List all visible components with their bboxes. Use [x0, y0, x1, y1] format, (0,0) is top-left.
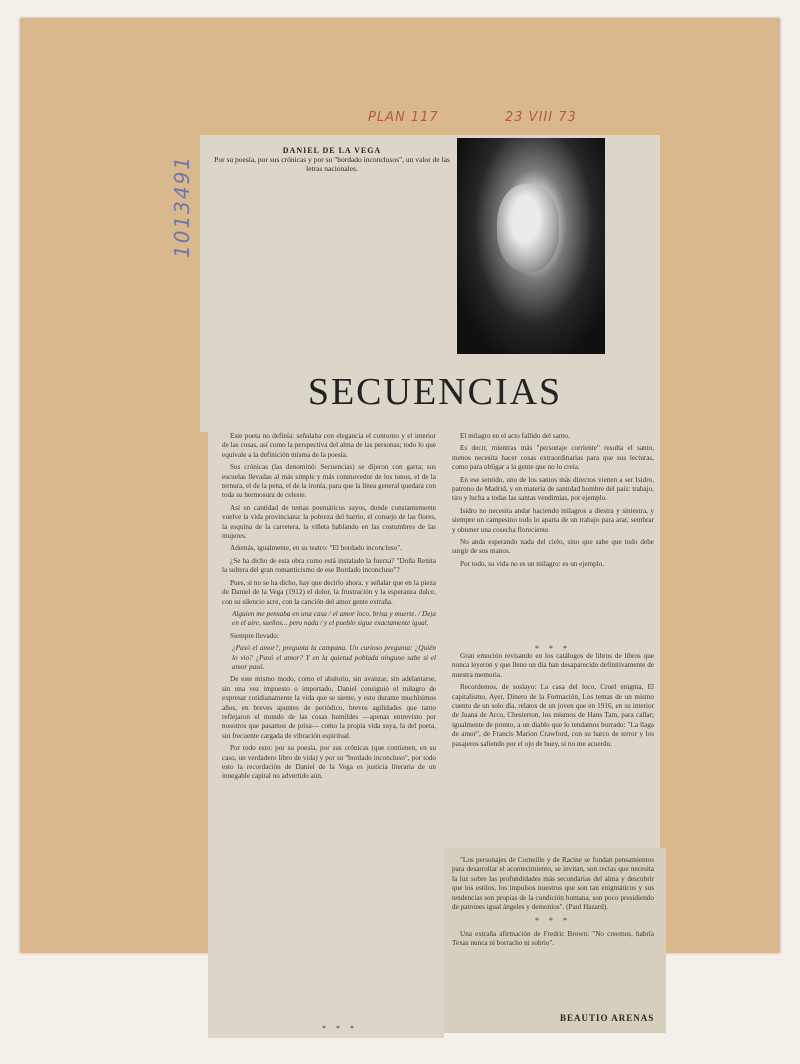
paragraph: "Los personajes de Corneille y de Racine se fundan pensamientos para desarrollar el acontecimiento, se invitan, son rectas que necesita la luz sobre las profundidades más secundarias del alma y descubrir que los estilos, los impulsos nuestros que son tan enigmáticos y sus tendencias son propias de la condición humana, son poco presidiendo de patrones igual ángeles y demonios". (Paul Hazard). [452, 856, 654, 912]
paragraph: Este poeta no definía: señalaba con elegancia el contorno y el interior de las cosas, así como la perspectiva del alma de las personas; todo lo que equivale a la definición misma de la poesía. [222, 432, 436, 459]
author-name: DANIEL DE LA VEGA [282, 146, 382, 155]
paragraph: No anda esperando nada del cielo, sino que sabe que todo debe surgir de sus manos. [452, 538, 654, 556]
paragraph: Es decir, mientras más "personaje corriente" resulta el santo, menos necesita hacer cosas extraordinarias para que sus lecturas, como para obligar a la gente que no lo creía. [452, 444, 654, 472]
left-column-text [222, 432, 436, 1028]
byline-caption: Por su poesía, por sus crónicas y por su "bordado inconclusos", un valor de las letras nacionales. [214, 155, 450, 173]
paragraph: Sus crónicas (las denominó: Secuencias) se dijeron con garra; sus escuelas llevadas al más simple y más conmovedor de los tonos, el de la ternura, el de la pena, el de la ironía, para que la línea general quedara con toda su hermosura de celeste. [222, 463, 436, 500]
paragraph: En ese sentido, uno de los santos más directos vienen a ser Isidro, patrono de Madrid, y en materia de santidad hombre del país: trabajo, tiro y lucha a todas las santas vendimias, por ejemplo. [452, 475, 654, 503]
paragraph: Por todo esto: por su poesía, por sus crónicas (que contienen, en su caso, un verdadero libro de vida) y por su "bordado inconcluso", por todo esto la recordación de Daniel de la Vega es justicia literaria de un innegable capital no advertido aún. [222, 744, 436, 781]
paragraph: De este mismo modo, como el abalorio, sin avanzar, sin adelantarse, sin una vez impuesto o importado, Daniel consiguió el milagro de expresar cotidianamente la vida que se siente, y esto durante muchísimos años, en breves apuntes de periódico, breves agilidades que tanto reflejaron el mundo de las cosas humildes —apenas entrevisto por nosotros que pasamos de prisa— como la propia vida suya, la del poeta, sin frecuente cargada de vibración espiritual. [222, 675, 436, 740]
portrait-face [497, 184, 559, 272]
handwritten-date: 23 VIII 73 [505, 110, 577, 125]
paragraph: El milagro en el acto fallido del santo. [460, 432, 570, 440]
archive-number: 1013491 [170, 154, 194, 258]
paragraph: Así en cantidad de temas poemáticos suyos, donde constantemente vuelve la vida provinciana: la pobreza del barrio, el consejo de las flores, la esquina de la carretera, la viñeta hablando en las costumbres de las mujeres. [222, 503, 436, 541]
right-column-mid-text [452, 652, 654, 840]
paragraph: Recordemos, de soslayo: La casa del loco, Cruel enigma, El capitalismo, Ayer, Dinero de la Formación, Los temas de un mismo cuento de un solo día, relatos de un joven que en 1916, en su interior de Juana de Arco, Chesterton, los mismos de Hans Tam, para callar; igualmente de pronto, a un diablo que lo tendamos borrado: "La llaga de amor", de Francis Marion Crawford, con su barco de terror y los pasajeros saliendo por el ojo de buey, si no me acuerdo. [452, 683, 654, 748]
paragraph: Además, igualmente, en su teatro: "El bordado inconcluso". [230, 544, 402, 553]
portrait-photo [457, 138, 605, 354]
handwritten-reference: PLAN 117 [368, 110, 439, 125]
right-column-top-text [452, 432, 654, 642]
right-column-bottom-text [452, 856, 654, 1016]
stars-separator: * * * [322, 1024, 358, 1033]
author-signature: BEAUTIO ARENAS [560, 1013, 655, 1023]
paragraph: Pues, si no se ha dicho, hay que decirlo ahora, y señalar que en la pieza de Daniel de la Vega (1912) el dolor, la frustración y la esperanza dulce, con su silencio acre, con la canción del amor gente extraña. [222, 578, 436, 606]
paragraph: Por todo, su vida no es un milagro: es un ejemplo. [460, 559, 605, 568]
left-end-separator [300, 1020, 380, 1037]
verse: ¿Pasó el amor?, pregunta la campana. Un curioso pregunta: ¿Quién lo vio? ¿Pasó el amor? Y en la quietud poblada ninguno sabe si el amor pasó. [232, 644, 436, 671]
byline [212, 146, 452, 173]
verse: Alguien me pensaba en una casa / el amor loco, brisa y muerte. / Deja en el aire, sueños... pero nada / y el pueblo sigue exactamente igual. [232, 609, 436, 628]
paragraph: Siempre llevado: [230, 631, 279, 640]
paragraph: ¿Se ha dicho de esta obra como está instalado la fuerza? "Doña Renita la soltera del gran romanticismo de ese Bordado inconcluso"? [222, 556, 436, 575]
article-title: SECUENCIAS [307, 371, 563, 413]
section-separator [452, 640, 654, 652]
paragraph: Gran emoción revisando en los catálogos de libros de libros que nunca leyeron y que lleno un día han desaparecido definitivamente de nuestra memoria. [452, 652, 654, 679]
stars-separator: * * * [535, 916, 571, 926]
paragraph: Una extraña afirmación de Fredric Brown: "No creemos, habría Texas nunca ni borracho ni sobrio". [452, 929, 654, 948]
paragraph: Isidro no necesita andar haciendo milagros a diestra y siniestra, y siempre un campesino todo lo aparta de un trabajo para arar, sembrar y obtener una cosecha floreciente. [452, 506, 654, 534]
stars-separator: * * * [535, 644, 571, 652]
